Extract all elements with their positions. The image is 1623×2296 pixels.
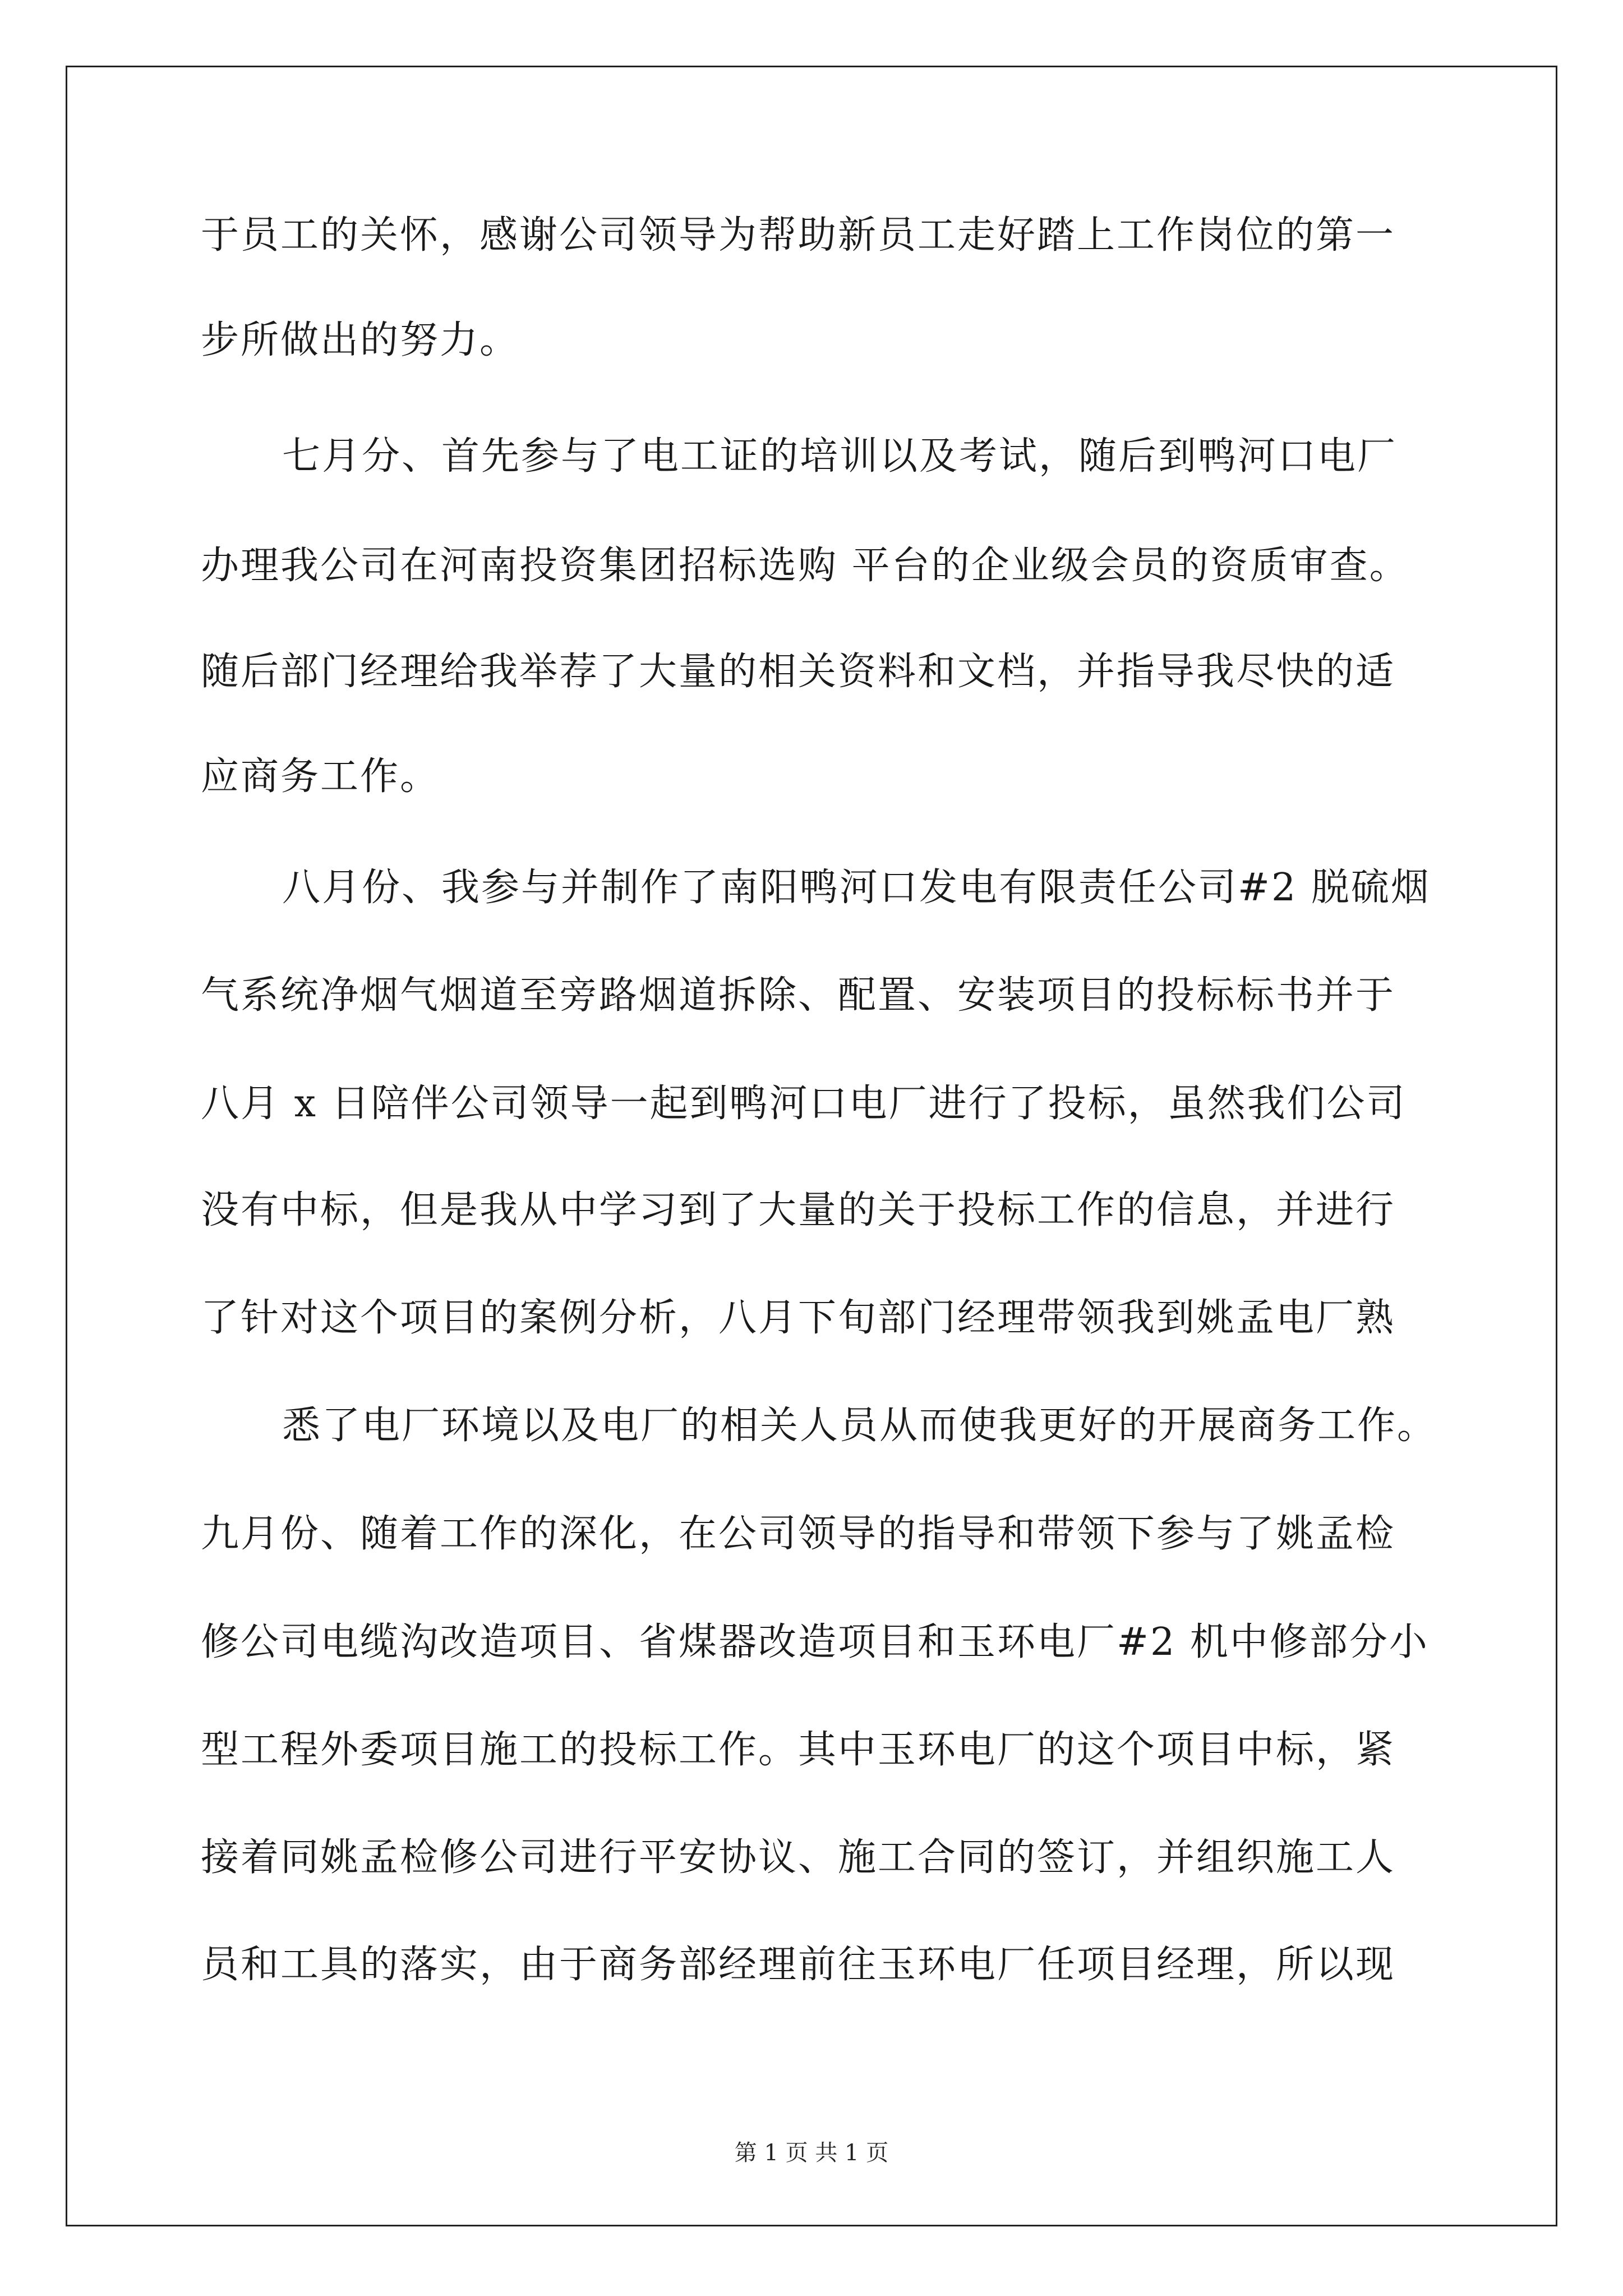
page-number: 第 1 页 共 1 页 xyxy=(734,2140,889,2166)
page-border xyxy=(66,66,1557,2226)
text-line: 接着同姚孟检修公司进行平安协议、施工合同的签订，并组织施工人 xyxy=(201,1835,1396,1880)
text-line: 九月份、随着工作的深化，在公司领导的指导和带领下参与了姚孟检 xyxy=(201,1512,1396,1556)
text-line: 气系统净烟气烟道至旁路烟道拆除、配置、安装项目的投标标书并于 xyxy=(201,973,1396,1018)
text-line: 了针对这个项目的案例分析，八月下旬部门经理带领我到姚孟电厂熟 xyxy=(201,1296,1396,1340)
text-line: 应商务工作。 xyxy=(201,754,440,799)
text-line: 步所做出的努力。 xyxy=(201,318,520,362)
text-line: 八月 x 日陪伴公司领导一起到鸭河口电厂进行了投标，虽然我们公司 xyxy=(201,1082,1407,1126)
text-line: 型工程外委项目施工的投标工作。其中玉环电厂的这个项目中标，紧 xyxy=(201,1728,1396,1772)
text-line: 悉了电厂环境以及电厂的相关人员从而使我更好的开展商务工作。 xyxy=(282,1404,1437,1448)
text-line: 没有中标，但是我从中学习到了大量的关于投标工作的信息，并进行 xyxy=(201,1188,1396,1232)
text-line: 八月份、我参与并制作了南阳鸭河口发电有限责任公司#2 脱硫烟 xyxy=(282,866,1431,910)
text-line: 随后部门经理给我举荐了大量的相关资料和文档，并指导我尽快的适 xyxy=(201,650,1396,694)
text-line: 员和工具的落实，由于商务部经理前往玉环电厂任项目经理，所以现 xyxy=(201,1943,1396,1987)
text-line: 办理我公司在河南投资集团招标选购 平台的企业级会员的资质审查。 xyxy=(201,544,1409,588)
text-line: 于员工的关怀，感谢公司领导为帮助新员工走好踏上工作岗位的第一 xyxy=(201,213,1396,257)
text-line: 七月分、首先参与了电工证的培训以及考试，随后到鸭河口电厂 xyxy=(282,434,1398,478)
text-line: 修公司电缆沟改造项目、省煤器改造项目和玉环电厂#2 机中修部分小 xyxy=(201,1620,1429,1664)
